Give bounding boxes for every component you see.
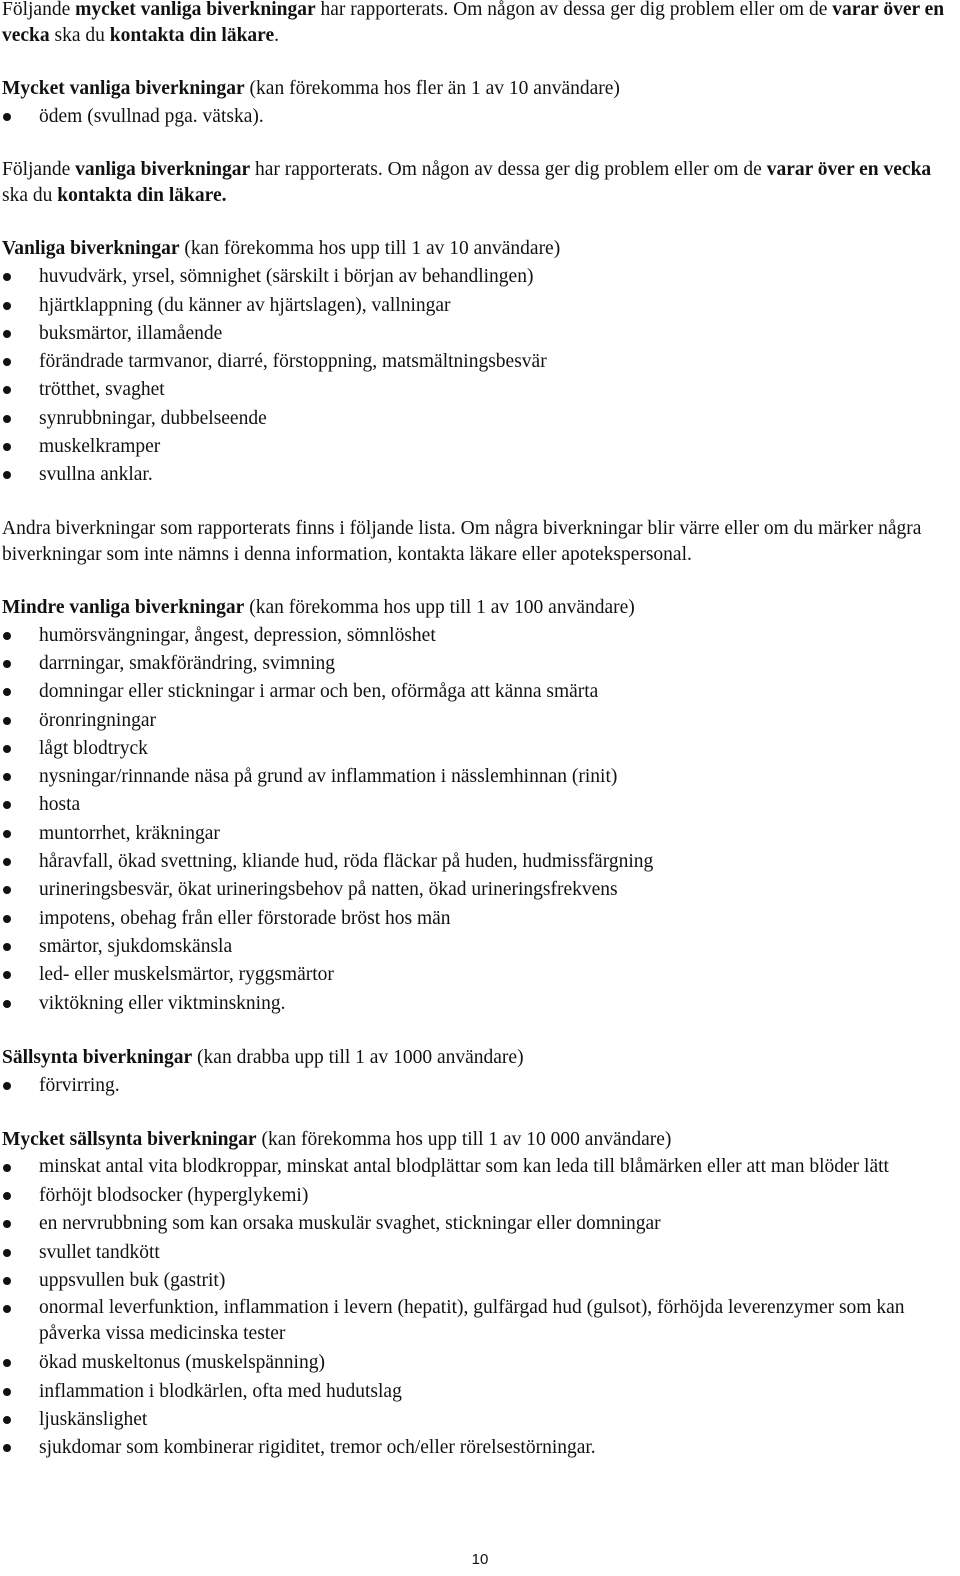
bullet-icon	[3, 1249, 11, 1257]
bullet-icon	[3, 801, 11, 809]
bullet-icon	[3, 302, 11, 310]
bullet-list	[2, 263, 954, 489]
list-item: ökad muskeltonus (muskelspänning)	[2, 1349, 954, 1377]
section-rare	[2, 1044, 954, 1100]
bullet-icon	[3, 830, 11, 838]
bullet-icon	[3, 415, 11, 423]
list-item: trötthet, svaghet	[2, 376, 954, 404]
bullet-icon	[3, 886, 11, 894]
text: ska du	[2, 185, 58, 207]
bullet-icon	[3, 632, 11, 640]
bold-text: kontakta din läkare.	[57, 185, 227, 207]
bold-text: kontakta din läkare	[109, 25, 275, 46]
list-item: lågt blodtryck	[2, 735, 954, 763]
bullet-icon	[3, 330, 11, 338]
bullet-icon	[3, 1000, 11, 1008]
section-heading	[2, 1044, 954, 1072]
list-item: uppsvullen buk (gastrit)	[2, 1267, 954, 1295]
frequency-text: (kan förekomma hos upp till 1 av 10 användare)	[179, 238, 561, 260]
list-item: impotens, obehag från eller förstorade bröst hos män	[2, 905, 954, 933]
section-heading	[2, 235, 954, 263]
list-item: led- eller muskelsmärtor, ryggsmärtor	[2, 961, 954, 989]
list-item: muntorrhet, kräkningar	[2, 820, 954, 848]
bullet-icon	[3, 1192, 11, 1200]
text: har rapporterats. Om någon av dessa ger dig problem eller om de	[315, 0, 833, 20]
bullet-icon	[3, 471, 11, 479]
section-very-rare	[2, 1126, 954, 1462]
list-item: förhöjt blodsocker (hyperglykemi)	[2, 1182, 954, 1210]
heading-label: Vanliga biverkningar	[2, 238, 180, 260]
section-common	[2, 235, 954, 489]
list-item: förvirring.	[2, 1072, 954, 1100]
list-item: synrubbningar, dubbelseende	[2, 405, 954, 433]
list-item: urineringsbesvär, ökat urineringsbehov på natten, ökad urineringsfrekvens	[2, 876, 954, 904]
heading-label: Mycket vanliga biverkningar	[2, 78, 245, 99]
section-uncommon	[2, 594, 954, 1018]
bullet-icon	[3, 745, 11, 753]
heading-label: Mindre vanliga biverkningar	[2, 596, 245, 618]
page-number: 10	[471, 1551, 489, 1568]
list-item: onormal leverfunktion, inflammation i levern (hepatit), gulfärgad hud (gulsot), förhöjda leverenzymer som kan påverka vissa medicinska tester	[2, 1295, 954, 1349]
frequency-text: (kan förekomma hos upp till 1 av 10 000 användare)	[256, 1129, 672, 1151]
bullet-icon	[3, 1277, 11, 1285]
bullet-list	[2, 1072, 954, 1100]
bullet-icon	[3, 386, 11, 394]
list-item: öronringningar	[2, 707, 954, 735]
bullet-icon	[3, 1444, 11, 1452]
bullet-icon	[3, 773, 11, 781]
bullet-icon	[3, 915, 11, 923]
bullet-icon	[3, 1220, 11, 1228]
bullet-icon	[3, 1416, 11, 1424]
text: .	[274, 25, 280, 46]
text: Följande	[2, 0, 76, 20]
bullet-icon	[3, 1305, 11, 1313]
bullet-list	[2, 1154, 954, 1462]
frequency-text: (kan förekomma hos upp till 1 av 100 användare)	[244, 596, 635, 618]
list-item: en nervrubbning som kan orsaka muskulär svaghet, stickningar eller domningar	[2, 1210, 954, 1238]
bullet-icon	[3, 1388, 11, 1396]
bullet-icon	[3, 273, 11, 281]
list-item: hosta	[2, 791, 954, 819]
text: ska du	[49, 25, 110, 46]
bullet-icon	[3, 358, 11, 366]
list-item: viktökning eller viktminskning.	[2, 990, 954, 1018]
bold-text: mycket vanliga biverkningar	[75, 0, 316, 20]
bullet-list	[2, 622, 954, 1018]
document-content	[2, 0, 954, 1489]
text: Följande	[2, 159, 76, 181]
bullet-icon	[3, 688, 11, 696]
section-heading	[2, 1126, 954, 1154]
bold-text: vanliga biverkningar	[75, 159, 251, 181]
bullet-icon	[3, 1359, 11, 1367]
bullet-icon	[3, 943, 11, 951]
list-item: inflammation i blodkärlen, ofta med hudutslag	[2, 1378, 954, 1406]
list-item: humörsvängningar, ångest, depression, sömnlöshet	[2, 622, 954, 650]
list-item: darrningar, smakförändring, svimning	[2, 650, 954, 678]
bullet-icon	[3, 113, 11, 121]
bullet-icon	[3, 971, 11, 979]
list-item: håravfall, ökad svettning, kliande hud, röda fläckar på huden, hudmissfärgning	[2, 848, 954, 876]
list-item: huvudvärk, yrsel, sömnighet (särskilt i början av behandlingen)	[2, 263, 954, 291]
list-item: hjärtklappning (du känner av hjärtslagen), vallningar	[2, 292, 954, 320]
list-item: minskat antal vita blodkroppar, minskat antal blodplättar som kan leda till blåmärken eller att man blöder lätt	[2, 1154, 954, 1182]
bold-text: varar över en vecka	[2, 0, 945, 46]
bullet-icon	[3, 717, 11, 725]
list-item: förändrade tarmvanor, diarré, förstoppning, matsmältningsbesvär	[2, 348, 954, 376]
list-item: svullet tandkött	[2, 1239, 954, 1267]
list-item: muskelkramper	[2, 433, 954, 461]
bullet-icon	[3, 1082, 11, 1090]
frequency-text: (kan förekomma hos fler än 1 av 10 användare)	[244, 78, 620, 99]
section-heading	[2, 594, 954, 622]
heading-label: Mycket sällsynta biverkningar	[2, 1129, 257, 1151]
list-item: buksmärtor, illamående	[2, 320, 954, 348]
bullet-icon	[3, 858, 11, 866]
list-item: ödem (svullnad pga. vätska).	[2, 103, 954, 131]
bullet-icon	[3, 660, 11, 668]
section-very-common	[2, 75, 954, 131]
list-item: nysningar/rinnande näsa på grund av inflammation i nässlemhinnan (rinit)	[2, 763, 954, 791]
list-item: ljuskänslighet	[2, 1406, 954, 1434]
list-item: svullna anklar.	[2, 461, 954, 489]
bullet-list	[2, 103, 954, 131]
other-side-effects-note: Andra biverkningar som rapporterats finns i följande lista. Om några biverkningar blir värre eller om du märker några biverkningar som inte nämns i denna information, kontakta läkare eller apotekspersonal.	[2, 517, 922, 565]
list-item: domningar eller stickningar i armar och ben, oförmåga att känna smärta	[2, 678, 954, 706]
frequency-text: (kan drabba upp till 1 av 1000 användare)	[192, 1046, 524, 1068]
heading-label: Sällsynta biverkningar	[2, 1046, 193, 1068]
section-heading	[2, 75, 954, 103]
list-item: sjukdomar som kombinerar rigiditet, tremor och/eller rörelsestörningar.	[2, 1434, 954, 1462]
bold-text: varar över en vecka	[766, 159, 932, 181]
intro-paragraph-very-common	[2, 0, 954, 49]
text: har rapporterats. Om någon av dessa ger dig problem eller om de	[250, 159, 767, 181]
bullet-icon	[3, 443, 11, 451]
list-item: smärtor, sjukdomskänsla	[2, 933, 954, 961]
bullet-icon	[3, 1164, 11, 1172]
intro-paragraph-common	[2, 157, 954, 209]
